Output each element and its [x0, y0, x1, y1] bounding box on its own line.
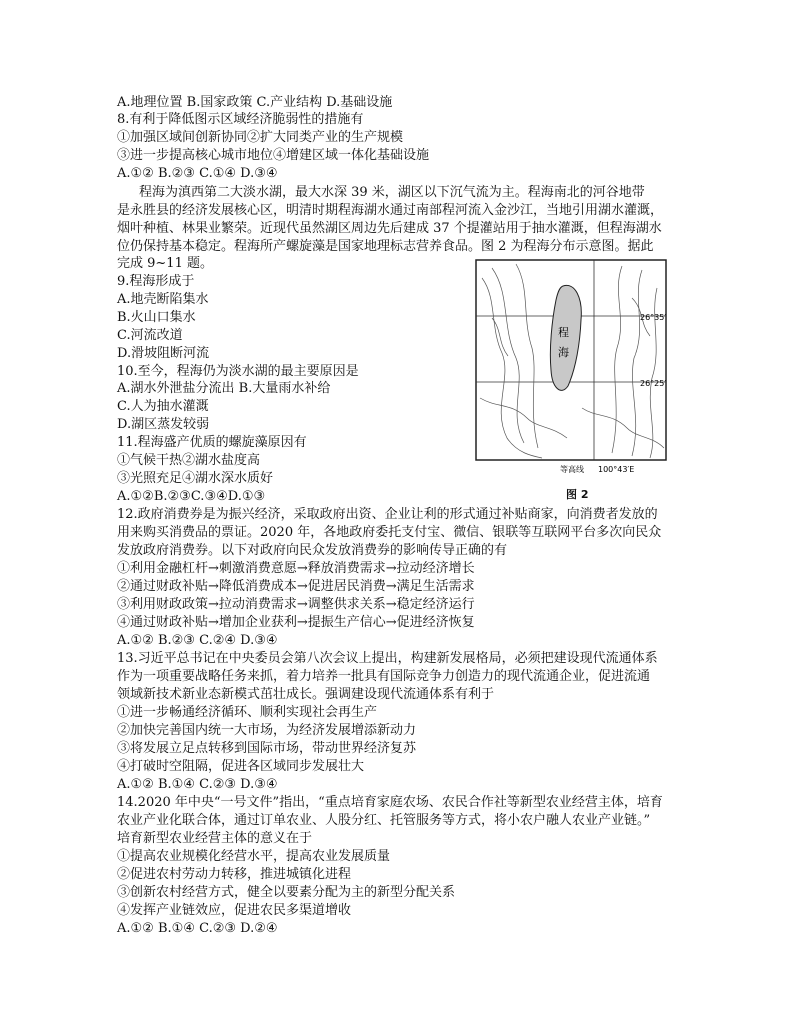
passage-line-2: 是永胜县的经济发展核心区，明清时期程海湖水通过南部程河流入金沙江，当地引用湖水灌溉，	[117, 203, 664, 218]
chenghai-map	[472, 258, 684, 476]
question-12-line-2: 用来购买消费品的票证。2020 年，各地政府委托支付宝、微信、银联等互联网平台多次向民众	[117, 525, 662, 540]
passage-line-1: 程海为滇西第二大淡水湖，最大水深 39 米，湖区以下沉气流为主。程海南北的河谷地带	[139, 185, 645, 200]
question-9: 9.程海形成于	[117, 274, 195, 289]
legend-contour-label: 等高线	[560, 465, 584, 474]
passage-line-5: 完成 9~11 题。	[117, 256, 213, 271]
question-13-line-2: 作为一项重要战略任务来抓，着力培养一批具有国际竞争力创造力的现代流通企业，促进流通	[117, 669, 651, 684]
question-8: 8.有利于降低图示区域经济脆弱性的措施有	[117, 112, 364, 127]
q10-option-ab: A.湖水外泄盐分流出 B.大量雨水补给	[117, 381, 331, 396]
q14-item-2: ②促进农村劳动力转移，推进城镇化进程	[117, 867, 352, 882]
q9-option-a: A.地壳断陷集水	[117, 292, 209, 307]
q10-option-d: D.湖区蒸发较弱	[117, 417, 210, 432]
q9-option-b: B.火山口集水	[117, 310, 196, 325]
q9-option-c: C.河流改道	[117, 328, 183, 343]
q12-item-3: ③利用财政政策→拉动消费需求→调整供求关系→稳定经济运行	[117, 597, 475, 612]
q8-items-1: ①加强区域间创新协同②扩大同类产业的生产规模	[117, 130, 404, 145]
q13-options: A.①② B.①④ C.②③ D.③④	[117, 777, 278, 792]
q14-options: A.①② B.①④ C.②③ D.②④	[117, 921, 278, 936]
latitude-label-top: 26°35′	[640, 313, 667, 322]
q8-options: A.①② B.②③ C.①④ D.③④	[117, 166, 278, 181]
passage-line-4: 位仍保持基本稳定。程海所产螺旋藻是国家地理标志营养食品。图 2 为程海分布示意图。据此	[117, 239, 654, 254]
q14-item-4: ④发挥产业链效应，促进农民多渠道增收	[117, 903, 352, 918]
figure-caption: 图 2	[566, 488, 589, 501]
q8-items-2: ③进一步提高核心城市地位④增建区域一体化基础设施	[117, 148, 430, 163]
q13-item-3: ③将发展立足点转移到国际市场，带动世界经济复苏	[117, 741, 417, 756]
q9-option-d: D.滑坡阻断河流	[117, 346, 210, 361]
question-14-line-3: 培育新型农业经营主体的意义在于	[117, 831, 313, 846]
question-10: 10.至今，程海仍为淡水湖的最主要原因是	[117, 364, 359, 379]
longitude-label: 100°43′E	[598, 465, 635, 474]
question-13-line-3: 领域新技术新业态新模式茁壮成长。强调建设现代流通体系有利于	[117, 687, 495, 702]
latitude-label-bottom: 26°25′	[640, 379, 667, 388]
question-14-line-2: 农业产业化联合体，通过订单农业、人股分红、托管服务等方式，将小农户融人农业产业链。”	[117, 813, 651, 828]
q11-options: A.①②B.②③C.③④D.①③	[117, 489, 266, 504]
question-14-line-1: 14.2020 年中央“一号文件”指出，“重点培育家庭农场、农民合作社等新型农业经营主体，培育	[117, 795, 663, 810]
q12-item-1: ①利用金融杠杆→刺激消费意愿→释放消费需求→拉动经济增长	[117, 561, 475, 576]
q14-item-1: ①提高农业规模化经营水平，提高农业发展质量	[117, 849, 391, 864]
q12-options: A.①② B.②③ C.②④ D.③④	[117, 633, 278, 648]
question-12-line-1: 12.政府消费券是为振兴经济，采取政府出资、企业让利的形式通过补贴商家，向消费者发放的	[117, 507, 658, 522]
q12-item-4: ④通过财政补贴→增加企业获利→提振生产信心→促进经济恢复	[117, 615, 475, 630]
q12-item-2: ②通过财政补贴→降低消费成本→促进居民消费→满足生活需求	[117, 579, 475, 594]
q13-item-2: ②加快完善国内统一大市场，为经济发展增添新动力	[117, 723, 417, 738]
question-13-line-1: 13.习近平总书记在中央委员会第八次会议上提出，构建新发展格局，必须把建设现代流通体系	[117, 651, 658, 666]
question-11: 11.程海盛产优质的螺旋藻原因有	[117, 435, 307, 450]
question-12-line-3: 发放政府消费券。以下对政府向民众发放消费券的影响传导正确的有	[117, 543, 508, 558]
q14-item-3: ③创新农村经营方式，健全以要素分配为主的新型分配关系	[117, 885, 456, 900]
q13-item-1: ①进一步畅通经济循环、顺利实现社会再生产	[117, 705, 378, 720]
q11-items-1: ①气候干热②湖水盐度高	[117, 453, 261, 468]
passage-line-3: 烟叶种植、林果业繁荣。近现代虽然湖区周边先后建成 37 个提灌站用于抽水灌溉，但程海湖水	[117, 221, 662, 236]
q11-items-2: ③光照充足④湖水深水质好	[117, 471, 274, 486]
chenghai-map-figure	[472, 258, 684, 476]
q13-item-4: ④打破时空阻隔，促进各区域同步发展壮大	[117, 759, 365, 774]
option-line-7: A.地理位置 B.国家政策 C.产业结构 D.基础设施	[117, 95, 393, 110]
lake-label-1: 程	[558, 326, 569, 339]
lake-label-2: 海	[558, 346, 569, 359]
q10-option-c: C.人为抽水灌溉	[117, 399, 209, 414]
